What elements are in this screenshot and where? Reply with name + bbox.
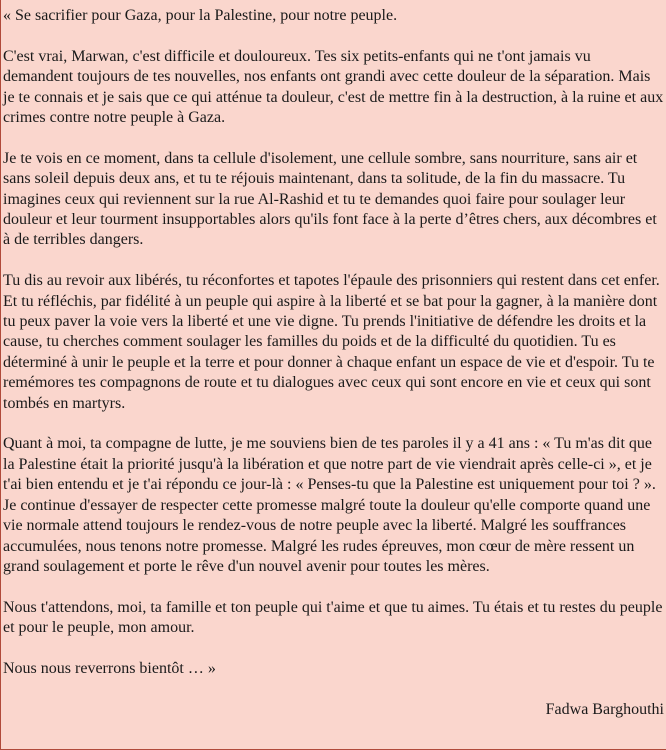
letter-paragraph-promise: Quant à moi, ta compagne de lutte, je me souviens bien de tes paroles il y a 41 ans : « Tu m'as dit que la Palestine était la priorité jusqu'à la libération et que notre part de vie viendrait après celle-ci », et je t'ai bien entendu et je t'ai répondu ce jour-là : « Penses-tu que la Palestine est uniquement pour toi ? ». Je continue d'essayer de respecter cette promesse malgré toute la douleur qu'elle comporte quand une vie normale attend toujours le rendez-vous de notre peuple avec la liberté. Malgré les souffrances accumulées, nous tenons notre promesse. Malgré les rudes épreuves, mon cœur de mère ressent un grand soulagement et porte le rêve d'un nouvel avenir pour toutes les mères. (3, 435, 656, 575)
letter-paragraph-waiting: Nous t'attendons, moi, ta famille et ton peuple qui t'aime et que tu aimes. Tu étais et tu restes du peuple et pour le peuple, mon amour. (3, 598, 663, 637)
letter-paragraph-farewell: Tu dis au revoir aux libérés, tu réconfortes et tapotes l'épaule des prisonniers qui restent dans cet enfer. Et tu réfléchis, par fidélité à un peuple qui aspire à la liberté et se bat pour la gagner, à la manière dont tu peux paver la voie vers la liberté et une vie digne. Tu prends l'initiative de défendre les droits et la cause, tu cherches comment soulager les familles du poids et de la difficulté du quotidien. Tu es déterminé à unir le peuple et la terre et pour donner à chaque enfant un espace de vie et d'espoir. Tu te remémores tes compagnons de route et tu dialogues avec ceux qui sont encore en vie et ceux qui sont tombés en martyrs. (3, 272, 660, 412)
letter-paragraph-closing: Nous nous reverrons bientôt … » (3, 659, 216, 677)
letter-signature: Fadwa Barghouthi (545, 700, 664, 718)
letter-paragraph-grandchildren: C'est vrai, Marwan, c'est difficile et douloureux. Tes six petits-enfants qui ne t'ont jamais vu demandent toujours de tes nouvelles, nos enfants ont grandi avec cette douleur de la séparation. Mais je te connais et je sais que ce qui atténue ta douleur, c'est de mettre fin à la destruction, à la ruine et aux crimes contre notre peuple à Gaza. (3, 47, 664, 127)
letter-paragraph-cell: Je te vois en ce moment, dans ta cellule d'isolement, une cellule sombre, sans nourriture, sans air et sans soleil depuis deux ans, et tu te réjouis maintenant, dans ta solitude, de la fin du massacre. Tu imagines ceux qui reviennent sur la rue Al-Rashid et tu te demandes quoi faire pour soulager leur douleur et leur tourment insupportables alors qu'ils font face à la perte d’êtres chers, aux décombres et à de terribles dangers. (3, 149, 657, 249)
letter-paragraph-opening: « Se sacrifier pour Gaza, pour la Palestine, pour notre peuple. (3, 7, 398, 24)
